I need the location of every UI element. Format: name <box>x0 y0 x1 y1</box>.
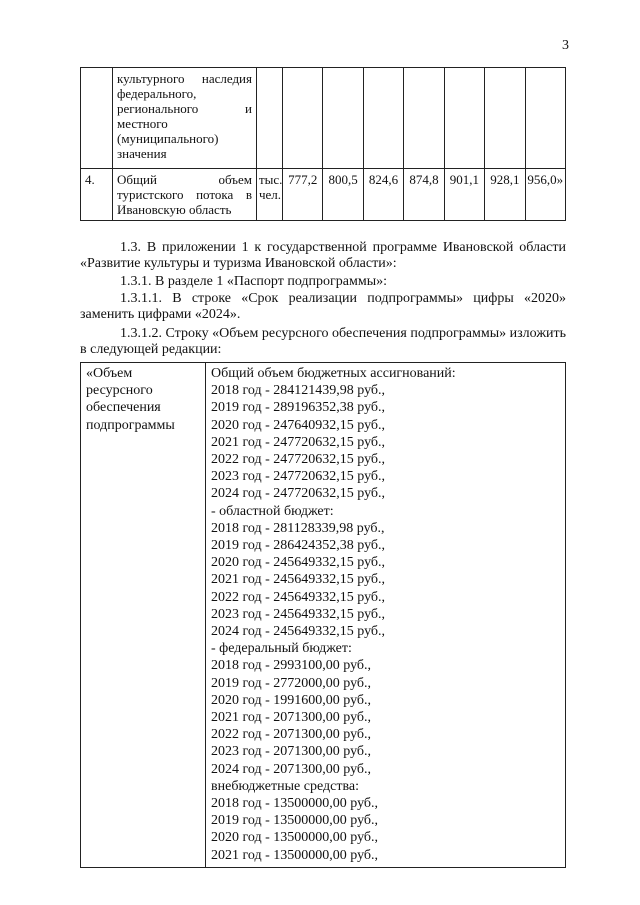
value-cell: 874,8 <box>404 169 444 221</box>
name-line: Общий объем <box>117 172 252 187</box>
table-row <box>81 169 566 221</box>
value-cell <box>485 68 525 169</box>
budget-line: 2019 год - 289196352,38 руб., <box>211 400 386 416</box>
passport-content-cell <box>206 363 566 868</box>
value-cell <box>525 68 565 169</box>
unit-line: тыс. <box>259 172 283 187</box>
paragraph-section: 1.3.1. В разделе 1 «Паспорт подпрограммы»: <box>120 274 388 289</box>
budget-line: 2018 год - 284121439,98 руб., <box>211 383 386 399</box>
passport-table <box>80 362 566 868</box>
budget-line: 2019 год - 13500000,00 руб., <box>211 813 379 829</box>
label-line: ресурсного <box>86 383 153 399</box>
value-cell: 824,6 <box>363 169 403 221</box>
value-cell <box>283 68 323 169</box>
budget-line: 2022 год - 247720632,15 руб., <box>211 452 386 468</box>
page-number: 3 <box>562 38 569 53</box>
budget-line: 2018 год - 281128339,98 руб., <box>211 520 385 536</box>
budget-line: 2021 год - 13500000,00 руб., <box>211 847 379 863</box>
budget-line: 2021 год - 247720632,15 руб., <box>211 434 386 450</box>
budget-line: 2020 год - 1991600,00 руб., <box>211 692 372 708</box>
budget-line: 2024 год - 247720632,15 руб., <box>211 486 386 502</box>
value-cell: 956,0» <box>525 169 565 221</box>
budget-line: 2020 год - 247640932,15 руб., <box>211 417 386 433</box>
budget-line: Общий объем бюджетных ассигнований: <box>211 366 456 381</box>
name-line: (муниципального) <box>117 131 219 146</box>
budget-line: 2024 год - 245649332,15 руб., <box>211 624 386 640</box>
name-line: значения <box>117 146 167 161</box>
unit-cell <box>257 68 283 169</box>
paragraph-appendix: 1.3. В приложении 1 к государственной программе Ивановской области «Развитие культуры и туризма Ивановской области»: <box>80 240 566 271</box>
budget-line: 2024 год - 2071300,00 руб., <box>211 761 372 777</box>
value-cell: 901,1 <box>444 169 484 221</box>
budget-line: - федеральный бюджет: <box>211 641 352 657</box>
row-number-cell <box>81 68 113 169</box>
indicator-name-cell <box>113 68 257 169</box>
value-cell: 777,2 <box>283 169 323 221</box>
budget-line: 2018 год - 13500000,00 руб., <box>211 796 379 812</box>
passport-label-cell <box>81 363 206 868</box>
budget-line: 2022 год - 245649332,15 руб., <box>211 589 386 605</box>
budget-line: 2021 год - 2071300,00 руб., <box>211 710 372 726</box>
budget-line: 2023 год - 247720632,15 руб., <box>211 469 386 485</box>
budget-line: внебюджетные средства: <box>211 778 359 794</box>
label-line: подпрограммы <box>86 417 175 433</box>
name-line: федерального, <box>117 86 197 101</box>
unit-cell <box>257 169 283 221</box>
value-cell <box>323 68 363 169</box>
budget-line: 2023 год - 245649332,15 руб., <box>211 606 386 622</box>
name-line: туристского потока в <box>117 187 252 202</box>
paragraph-resources: 1.3.1.2. Строку «Объем ресурсного обеспечения подпрограммы» изложить в следующей редакции: <box>80 326 566 357</box>
budget-line: 2019 год - 2772000,00 руб., <box>211 675 372 691</box>
name-line: Ивановскую область <box>117 202 232 217</box>
label-line: обеспечения <box>86 400 161 416</box>
paragraph-term: 1.3.1.1. В строке «Срок реализации подпрограммы» цифры «2020» заменить цифрами «2024». <box>80 291 566 322</box>
budget-line: 2018 год - 2993100,00 руб., <box>211 658 372 674</box>
row-number-cell: 4. <box>81 169 113 221</box>
name-line: культурного наследия <box>117 71 252 86</box>
unit-line: чел. <box>259 187 282 202</box>
indicator-table <box>80 67 566 221</box>
indicator-name-cell <box>113 169 257 221</box>
value-cell: 800,5 <box>323 169 363 221</box>
value-cell: 928,1 <box>485 169 525 221</box>
budget-line: 2019 год - 286424352,38 руб., <box>211 538 386 554</box>
budget-line: 2021 год - 245649332,15 руб., <box>211 572 386 588</box>
value-cell <box>404 68 444 169</box>
budget-line: 2020 год - 13500000,00 руб., <box>211 830 379 846</box>
label-line: «Объем <box>86 366 133 381</box>
table-row <box>81 363 566 868</box>
budget-line: - областной бюджет: <box>211 503 334 519</box>
name-line: регионального и <box>117 101 252 116</box>
name-line: местного <box>117 116 168 131</box>
budget-line: 2020 год - 245649332,15 руб., <box>211 555 386 571</box>
budget-line: 2023 год - 2071300,00 руб., <box>211 744 372 760</box>
value-cell <box>363 68 403 169</box>
budget-line: 2022 год - 2071300,00 руб., <box>211 727 372 743</box>
value-cell <box>444 68 484 169</box>
table-row <box>81 68 566 169</box>
